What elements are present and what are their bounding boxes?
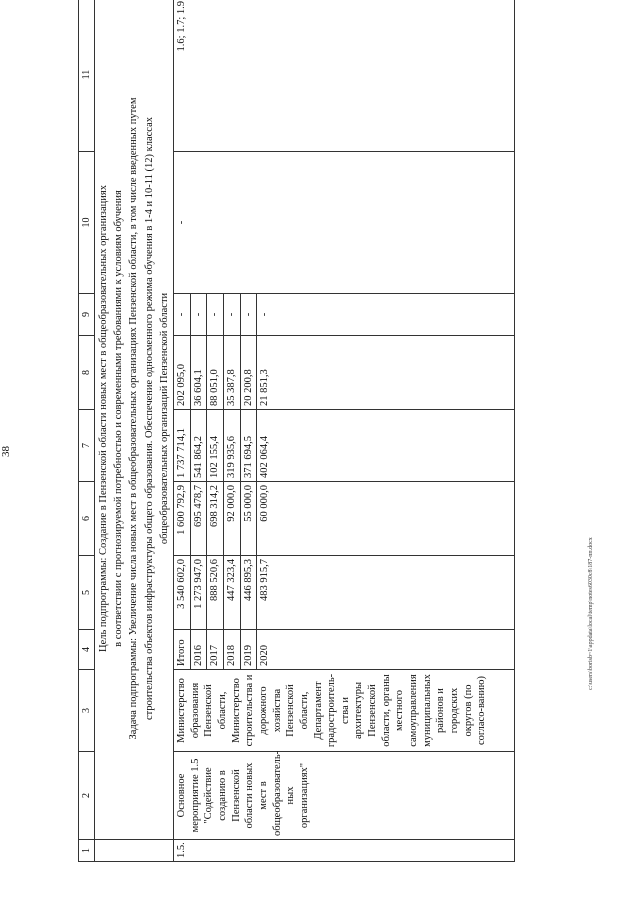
year-cell: 2019	[240, 630, 257, 670]
goal-empty-cell	[95, 840, 174, 862]
value-cell: 36 604,1	[190, 336, 207, 410]
value-cell: -	[207, 294, 224, 336]
task-line: Задача подпрограммы: Увеличение числа новых мест в общеобразовательных организациях Пензенской области, в том числе введенных путем	[128, 97, 140, 740]
value-cell: 88 051,0	[207, 336, 224, 410]
col-header: 11	[79, 0, 95, 152]
value-cell: 319 935,6	[224, 410, 241, 482]
col-header: 9	[79, 294, 95, 336]
value-cell: 202 095,0	[174, 336, 191, 410]
value-cell: -	[190, 294, 207, 336]
col10-cell: -	[174, 152, 515, 294]
value-cell: -	[257, 294, 515, 336]
value-cell: 541 864,2	[190, 410, 207, 482]
col-header: 6	[79, 482, 95, 556]
value-cell: 402 064,4	[257, 410, 515, 482]
value-cell: 55 000,0	[240, 482, 257, 556]
col-header: 2	[79, 752, 95, 840]
goal-line: Цель подпрограммы: Создание в Пензенской области новых мест в общеобразовательных организациях	[98, 185, 109, 652]
value-cell: 92 000,0	[224, 482, 241, 556]
value-cell: 60 000,0	[257, 482, 515, 556]
value-cell: 695 478,7	[190, 482, 207, 556]
value-cell: 888 520,6	[207, 556, 224, 630]
executor: Министерство образования Пензенской области, Министерство строительства и дорожного хозяйства Пензенской области, Департамент градостроитель-ства и архитектуры Пензенской области, органы местного самоуправления муниципальных районов и городских округов (по согласо-ванию)	[174, 670, 515, 752]
rotated-table-wrapper	[78, 1, 638, 862]
col-header: 8	[79, 336, 95, 410]
year-cell: Итого	[174, 630, 191, 670]
task-line: строительства объектов инфраструктуры общего образования. Обеспечение односменного режима обучения в 1-4 и 10-11 (12) классах	[143, 117, 155, 720]
task-line: общеобразовательных организаций Пензенской области	[158, 292, 170, 545]
year-cell: 2017	[207, 630, 224, 670]
value-cell: 483 915,7	[257, 556, 515, 630]
col-header: 7	[79, 410, 95, 482]
value-cell: 1 737 714,1	[174, 410, 191, 482]
value-cell: 1 600 792,9	[174, 482, 191, 556]
value-cell: 1 273 947,0	[190, 556, 207, 630]
goal-line: в соответствии с прогнозируемой потребностью и современными требованиями к условиям обучения	[113, 190, 125, 647]
value-cell: 20 200,8	[240, 336, 257, 410]
goal-row	[95, 0, 174, 862]
value-cell: 3 540 602,0	[174, 556, 191, 630]
value-cell: 21 851,3	[257, 336, 515, 410]
data-row-total	[174, 0, 191, 862]
value-cell: 371 694,5	[240, 410, 257, 482]
column-number-row	[79, 0, 95, 862]
value-cell: 446 895,3	[240, 556, 257, 630]
value-cell: 447 323,4	[224, 556, 241, 630]
measure-name: Основное мероприятие 1.5 "Содействие созданию в Пензенской области новых мест в общеобразователь-ных организациях"	[174, 752, 515, 840]
col-header: 1	[79, 840, 95, 862]
value-cell: -	[240, 294, 257, 336]
program-table	[78, 0, 515, 862]
value-cell: 102 155,4	[207, 410, 224, 482]
value-cell: -	[224, 294, 241, 336]
goal-cell	[95, 0, 174, 840]
indicators-cell: 1.6; 1.7; 1.9	[174, 0, 515, 152]
file-path-footer: c:\users\borisb~1\appdata\local\temp\notes6030c8\187-пп.docx	[588, 537, 594, 690]
page-number: 38	[0, 446, 12, 457]
year-cell: 2020	[257, 630, 515, 670]
row-number: 1.5.	[174, 840, 515, 862]
col-header: 4	[79, 630, 95, 670]
value-cell: -	[174, 294, 191, 336]
value-cell: 35 387,8	[224, 336, 241, 410]
value-cell: 698 314,2	[207, 482, 224, 556]
col-header: 10	[79, 152, 95, 294]
col-header: 5	[79, 556, 95, 630]
year-cell: 2018	[224, 630, 241, 670]
col-header: 3	[79, 670, 95, 752]
year-cell: 2016	[190, 630, 207, 670]
